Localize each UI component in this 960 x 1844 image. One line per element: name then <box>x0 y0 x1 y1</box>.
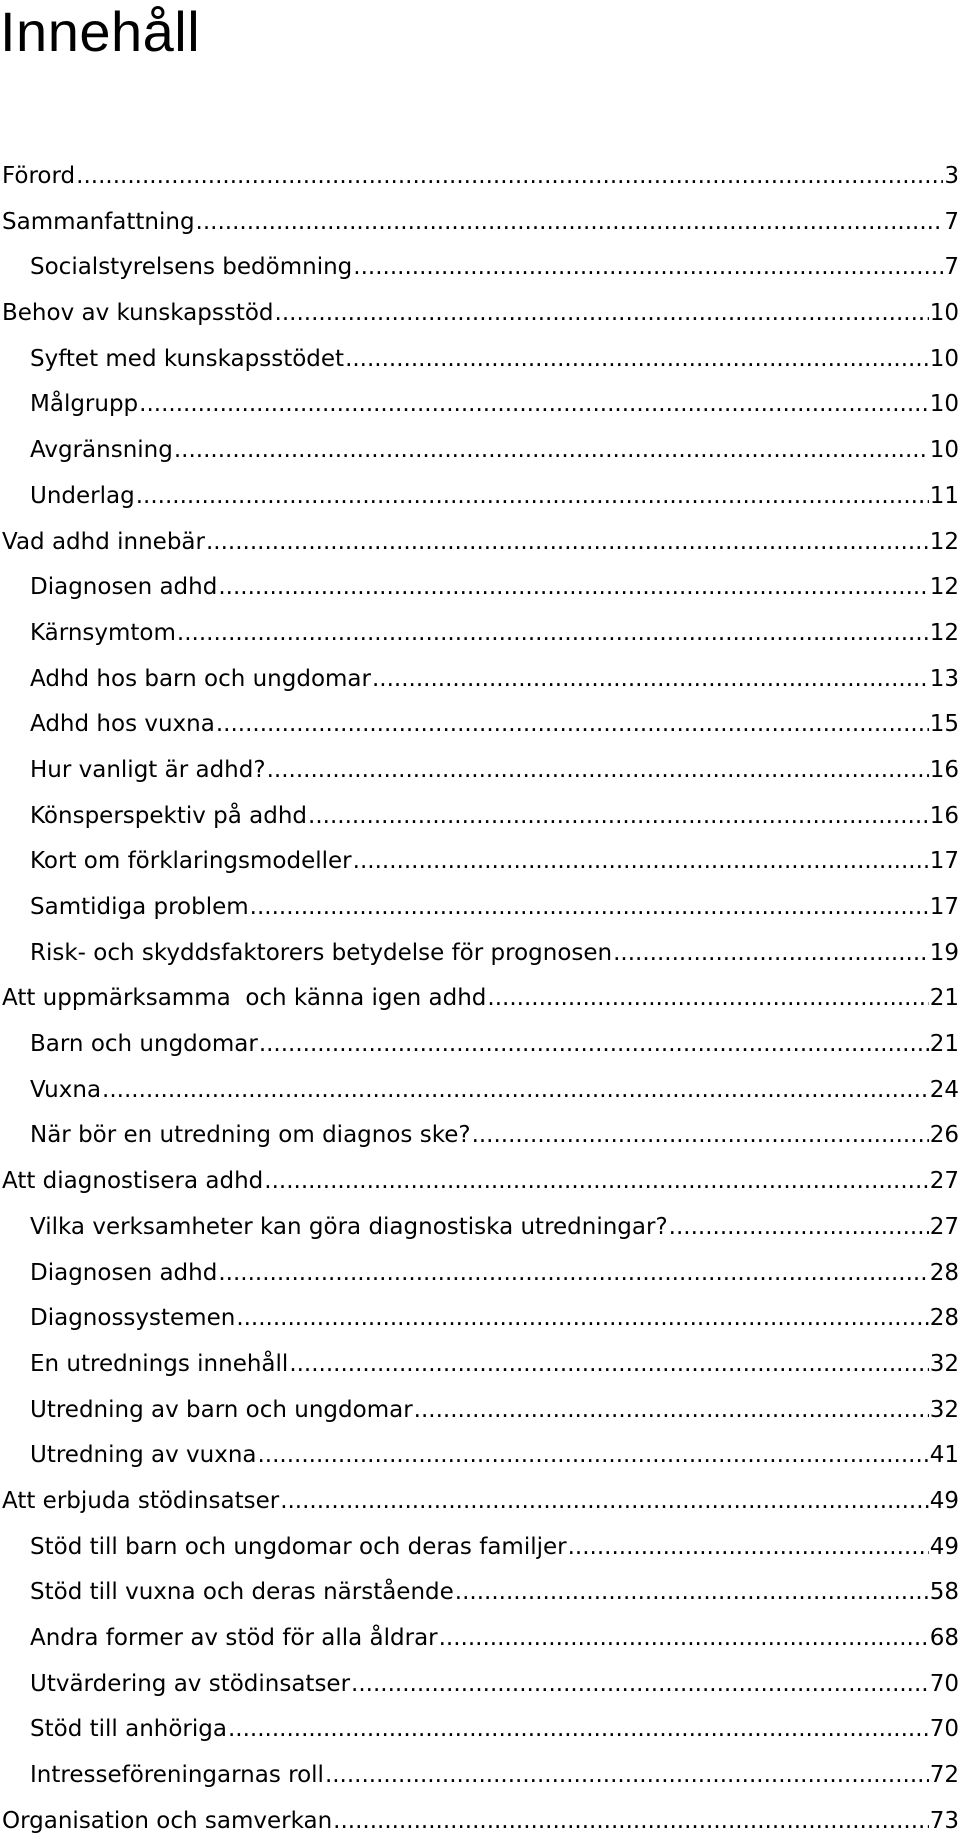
toc-entry-page-number: 7 <box>944 254 959 281</box>
toc-entry-page-number: 12 <box>929 619 959 646</box>
toc-entry-section[interactable] <box>0 1388 960 1434</box>
dot-leader <box>196 200 944 246</box>
toc-entry-page-number: 49 <box>929 1533 959 1560</box>
toc-entry-page-number: 10 <box>929 391 959 418</box>
toc-entry-label: Diagnosen adhd <box>30 1259 218 1286</box>
toc-entry-label: Adhd hos barn och ungdomar <box>30 665 371 692</box>
toc-entry-section[interactable] <box>0 382 960 428</box>
dot-leader <box>236 1296 928 1342</box>
toc-entry-section[interactable] <box>0 1113 960 1159</box>
toc-entry-label: Förord <box>2 163 76 189</box>
table-of-contents <box>0 154 960 1844</box>
toc-entry-page-number: 27 <box>929 1213 959 1240</box>
toc-entry-label: Barn och ungdomar <box>30 1031 258 1058</box>
toc-entry-page-number: 12 <box>929 528 959 555</box>
toc-entry-page-number: 10 <box>929 345 959 372</box>
toc-entry-label: Stöd till barn och ungdomar och deras familjer <box>30 1533 567 1560</box>
toc-entry-section[interactable] <box>0 565 960 611</box>
dot-leader <box>372 657 929 703</box>
toc-entry-label: Målgrupp <box>30 391 139 418</box>
toc-entry-label: Samtidiga problem <box>30 894 249 920</box>
toc-entry-chapter[interactable] <box>0 291 960 337</box>
toc-entry-section[interactable] <box>0 1251 960 1297</box>
toc-entry-section[interactable] <box>0 702 960 748</box>
dot-leader <box>455 1570 929 1616</box>
dot-leader <box>216 702 929 748</box>
toc-entry-label: Underlag <box>30 482 135 509</box>
dot-leader <box>353 839 929 885</box>
toc-entry-label: Att erbjuda stödinsatser <box>2 1487 280 1514</box>
toc-entry-section[interactable] <box>0 1022 960 1068</box>
toc-entry-page-number: 11 <box>929 482 959 509</box>
toc-entry-label: Att diagnostisera adhd <box>2 1168 264 1195</box>
toc-entry-section[interactable] <box>0 1616 960 1662</box>
dot-leader <box>228 1707 929 1753</box>
toc-entry-section[interactable] <box>0 931 960 977</box>
toc-entry-label: Stöd till anhöriga <box>30 1716 227 1743</box>
dot-leader <box>345 337 929 383</box>
toc-entry-label: Utvärdering av stödinsatser <box>30 1670 351 1697</box>
toc-entry-section[interactable] <box>0 885 960 931</box>
toc-entry-page-number: 10 <box>929 437 959 464</box>
toc-entry-page-number: 15 <box>929 711 959 738</box>
page-title: Innehåll <box>0 0 201 63</box>
toc-entry-chapter[interactable] <box>0 154 960 200</box>
dot-leader <box>218 1251 928 1297</box>
toc-entry-label: När bör en utredning om diagnos ske? <box>30 1122 471 1149</box>
dot-leader <box>308 794 929 840</box>
toc-entry-page-number: 73 <box>929 1807 959 1834</box>
dot-leader <box>280 1479 929 1525</box>
toc-entry-section[interactable] <box>0 428 960 474</box>
toc-entry-section[interactable] <box>0 748 960 794</box>
toc-entry-page-number: 27 <box>929 1168 959 1195</box>
toc-entry-label: Andra former av stöd för alla åldrar <box>30 1625 438 1651</box>
toc-entry-label: Socialstyrelsens bedömning <box>30 254 353 281</box>
toc-entry-page-number: 68 <box>929 1625 959 1651</box>
toc-entry-page-number: 28 <box>929 1305 959 1332</box>
toc-entry-section[interactable] <box>0 794 960 840</box>
dot-leader <box>139 382 929 428</box>
toc-entry-label: Kärnsymtom <box>30 619 176 646</box>
dot-leader <box>174 428 929 474</box>
dot-leader <box>414 1388 929 1434</box>
toc-entry-section[interactable] <box>0 1525 960 1571</box>
dot-leader <box>206 520 929 566</box>
dot-leader <box>325 1753 929 1799</box>
toc-entry-page-number: 16 <box>929 802 959 829</box>
toc-entry-section[interactable] <box>0 611 960 657</box>
toc-entry-label: Risk- och skyddsfaktorers betydelse för prognosen <box>30 939 613 966</box>
dot-leader <box>258 1433 929 1479</box>
toc-entry-page-number: 32 <box>929 1396 959 1423</box>
toc-entry-page-number: 70 <box>929 1670 959 1697</box>
dot-leader <box>267 748 929 794</box>
toc-entry-page-number: 7 <box>944 208 959 235</box>
toc-entry-label: Diagnosen adhd <box>30 574 218 601</box>
toc-entry-page-number: 12 <box>929 574 959 601</box>
dot-leader <box>472 1113 929 1159</box>
toc-entry-page-number: 24 <box>929 1076 959 1103</box>
dot-leader <box>351 1662 929 1708</box>
toc-entry-page-number: 21 <box>929 985 959 1012</box>
dot-leader <box>259 1022 929 1068</box>
toc-entry-section[interactable] <box>0 1753 960 1799</box>
toc-entry-label: En utrednings innehåll <box>30 1350 289 1377</box>
toc-entry-section[interactable] <box>0 657 960 703</box>
toc-entry-section[interactable] <box>0 1342 960 1388</box>
toc-entry-page-number: 32 <box>929 1350 959 1377</box>
toc-entry-chapter[interactable] <box>0 200 960 246</box>
toc-entry-label: Hur vanligt är adhd? <box>30 756 266 783</box>
dot-leader <box>218 565 928 611</box>
toc-entry-page-number: 10 <box>929 300 959 327</box>
toc-entry-label: Adhd hos vuxna <box>30 711 215 738</box>
dot-leader <box>568 1525 929 1571</box>
toc-entry-page-number: 41 <box>929 1442 959 1469</box>
toc-entry-page-number: 28 <box>929 1259 959 1286</box>
dot-leader <box>487 976 928 1022</box>
toc-entry-section[interactable] <box>0 474 960 520</box>
toc-entry-label: Sammanfattning <box>2 208 195 235</box>
toc-entry-page-number: 58 <box>929 1579 959 1606</box>
toc-entry-section[interactable] <box>0 1707 960 1753</box>
toc-entry-chapter[interactable] <box>0 976 960 1022</box>
dot-leader <box>250 885 929 931</box>
toc-entry-chapter[interactable] <box>0 1479 960 1525</box>
toc-entry-section[interactable] <box>0 1433 960 1479</box>
toc-entry-label: Avgränsning <box>30 437 173 464</box>
dot-leader <box>264 1159 928 1205</box>
toc-entry-page-number: 17 <box>929 894 959 920</box>
toc-entry-page-number: 13 <box>929 665 959 692</box>
toc-entry-label: Kort om förklaringsmodeller <box>30 848 352 875</box>
toc-entry-label: Syftet med kunskapsstödet <box>30 345 345 372</box>
toc-entry-label: Vuxna <box>30 1076 102 1103</box>
toc-entry-label: Stöd till vuxna och deras närstående <box>30 1579 454 1606</box>
toc-entry-page-number: 21 <box>929 1031 959 1058</box>
dot-leader <box>76 154 943 200</box>
toc-entry-label: Utredning av vuxna <box>30 1442 257 1469</box>
dot-leader <box>333 1799 929 1844</box>
toc-entry-label: Att uppmärksamma och känna igen adhd <box>2 985 487 1012</box>
toc-entry-label: Intresseföreningarnas roll <box>30 1762 324 1789</box>
toc-entry-page-number: 49 <box>929 1487 959 1514</box>
toc-entry-section[interactable] <box>0 337 960 383</box>
toc-entry-label: Könsperspektiv på adhd <box>30 802 308 829</box>
toc-entry-label: Vad adhd innebär <box>2 528 205 555</box>
dot-leader <box>102 1068 929 1114</box>
dot-leader <box>177 611 929 657</box>
toc-entry-page-number: 26 <box>929 1122 959 1149</box>
toc-entry-chapter[interactable] <box>0 520 960 566</box>
dot-leader <box>275 291 929 337</box>
toc-entry-section[interactable] <box>0 839 960 885</box>
toc-entry-page-number: 72 <box>929 1762 959 1789</box>
toc-entry-page-number: 3 <box>944 163 959 189</box>
toc-entry-chapter[interactable] <box>0 1159 960 1205</box>
dot-leader <box>669 1205 929 1251</box>
dot-leader <box>439 1616 929 1662</box>
toc-entry-page-number: 19 <box>929 939 959 966</box>
dot-leader <box>289 1342 928 1388</box>
toc-entry-label: Organisation och samverkan <box>2 1807 333 1834</box>
toc-entry-page-number: 17 <box>929 848 959 875</box>
toc-entry-section[interactable] <box>0 1662 960 1708</box>
toc-entry-label: Vilka verksamheter kan göra diagnostiska utredningar? <box>30 1213 668 1240</box>
toc-entry-section[interactable] <box>0 1570 960 1616</box>
toc-entry-section[interactable] <box>0 1205 960 1251</box>
toc-entry-page-number: 70 <box>929 1716 959 1743</box>
dot-leader <box>353 245 943 291</box>
toc-entry-section[interactable] <box>0 1296 960 1342</box>
toc-entry-section[interactable] <box>0 1068 960 1114</box>
dot-leader <box>613 931 929 977</box>
toc-entry-page-number: 16 <box>929 756 959 783</box>
dot-leader <box>136 474 929 520</box>
toc-entry-label: Behov av kunskapsstöd <box>2 300 274 327</box>
toc-entry-label: Diagnossystemen <box>30 1305 236 1332</box>
toc-entry-label: Utredning av barn och ungdomar <box>30 1396 413 1423</box>
toc-entry-chapter[interactable] <box>0 1799 960 1844</box>
toc-entry-section[interactable] <box>0 245 960 291</box>
